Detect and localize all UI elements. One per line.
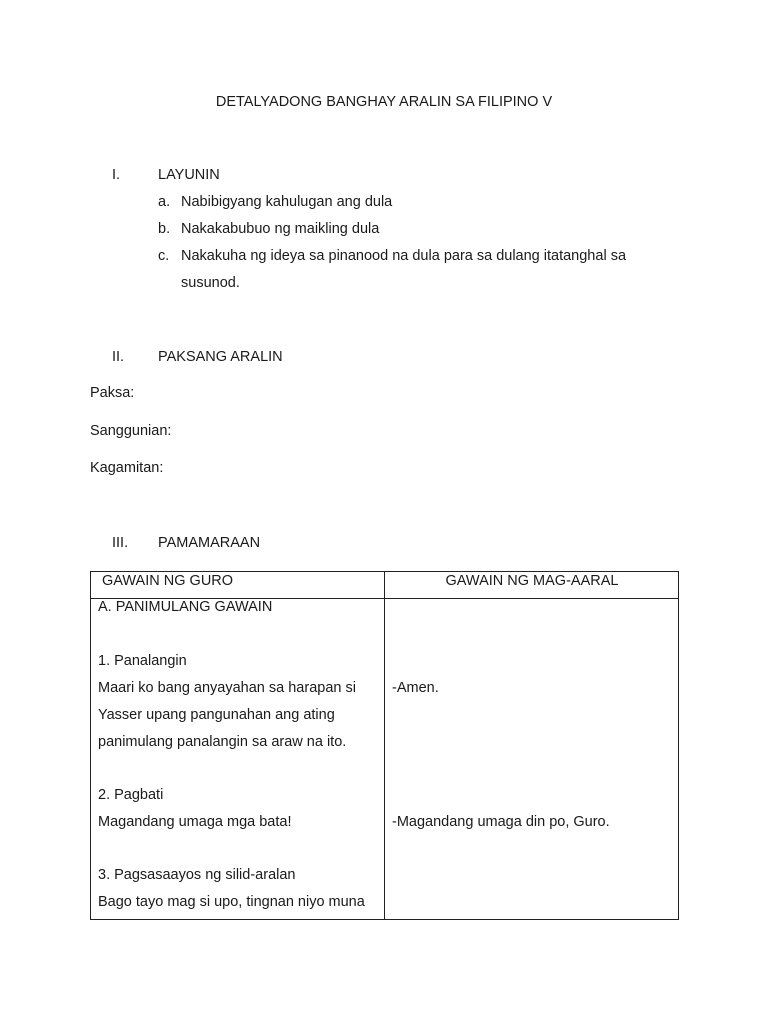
teacher-line: Yasser upang pangunahan ang ating — [98, 707, 335, 723]
section-3-heading: PAMAMARAAN — [158, 535, 261, 551]
teacher-line: 3. Pagsasaayos ng silid-aralan — [98, 867, 296, 883]
section-1-number: I. — [112, 167, 121, 183]
teacher-line: A. PANIMULANG GAWAIN — [98, 599, 273, 615]
section-1-heading: LAYUNIN — [158, 167, 220, 183]
teacher-line: Magandang umaga mga bata! — [98, 814, 292, 830]
teacher-line: panimulang panalangin sa araw na ito. — [98, 734, 347, 750]
field-paksa: Paksa: — [90, 385, 135, 401]
objective-a-text: Nabibigyang kahulugan ang dula — [181, 194, 393, 210]
objective-a-letter: a. — [158, 194, 171, 210]
teacher-line: 1. Panalangin — [98, 653, 187, 669]
field-sanggunian: Sanggunian: — [90, 423, 172, 439]
teacher-line: Bago tayo mag si upo, tingnan niyo muna — [98, 894, 365, 910]
objective-c-letter: c. — [158, 248, 170, 264]
table-column-divider — [384, 572, 385, 919]
objective-b-letter: b. — [158, 221, 171, 237]
teacher-line: 2. Pagbati — [98, 787, 164, 803]
header-student-activity: GAWAIN NG MAG-AARAL — [445, 573, 619, 589]
student-line: -Amen. — [392, 680, 439, 696]
lesson-procedure-table — [90, 571, 679, 920]
student-line: -Magandang umaga din po, Guro. — [392, 814, 610, 830]
field-kagamitan: Kagamitan: — [90, 460, 164, 476]
section-2-number: II. — [112, 349, 125, 365]
objective-b-text: Nakakabubuo ng maikling dula — [181, 221, 380, 237]
teacher-line: Maari ko bang anyayahan sa harapan si — [98, 680, 356, 696]
section-3-number: III. — [112, 535, 129, 551]
header-teacher-activity: GAWAIN NG GURO — [102, 573, 234, 589]
section-2-heading: PAKSANG ARALIN — [158, 349, 283, 365]
objective-c-text: Nakakuha ng ideya sa pinanood na dula para sa dulang itatanghal sa — [181, 248, 627, 264]
document-title: DETALYADONG BANGHAY ARALIN SA FILIPINO V — [215, 94, 553, 110]
objective-c-continuation: susunod. — [181, 275, 240, 291]
